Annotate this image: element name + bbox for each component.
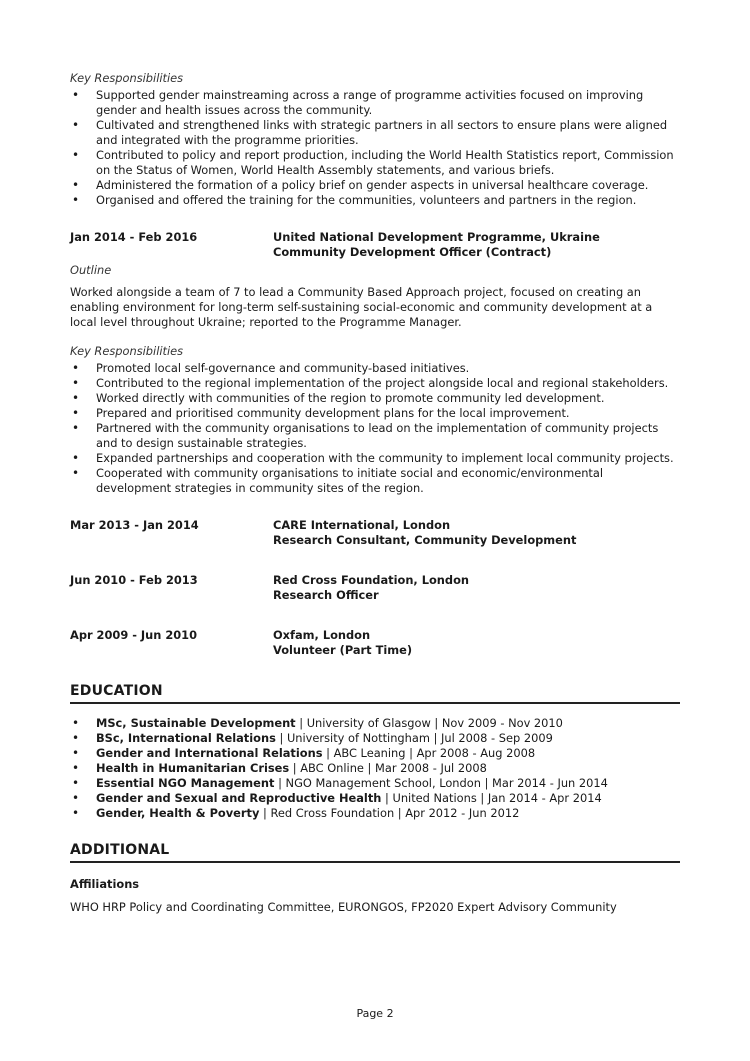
- list-item: • Partnered with the community organisations to lead on the implementation of community projects and to design sustainable strategies.: [70, 421, 680, 451]
- job-organisation: United National Development Programme, Ukraine: [273, 230, 600, 244]
- job-organisation: Oxfam, London: [273, 628, 371, 642]
- list-item: • Cultivated and strengthened links with strategic partners in all sectors to ensure plans were aligned and integrated with the programme priorities.: [70, 118, 680, 148]
- education-details: | United Nations | Jan 2014 - Apr 2014: [381, 791, 602, 805]
- job-date: Apr 2009 - Jun 2010: [70, 628, 198, 642]
- key-responsibilities-label: Key Responsibilities: [70, 71, 184, 85]
- list-item: [70, 761, 680, 776]
- list-item: [70, 746, 680, 761]
- list-item: • Worked directly with communities of the region to promote community led development.: [70, 391, 680, 406]
- job-date: Jun 2010 - Feb 2013: [70, 573, 198, 587]
- list-item: • Expanded partnerships and cooperation with the community to implement local community projects.: [70, 451, 680, 466]
- job-date: Mar 2013 - Jan 2014: [70, 518, 199, 532]
- education-degree: Gender, Health & Poverty: [96, 806, 260, 820]
- list-item: [70, 776, 680, 791]
- job-entry: [70, 628, 680, 658]
- affiliations-text: WHO HRP Policy and Coordinating Committee, EURONGOS, FP2020 Expert Advisory Community: [70, 900, 617, 914]
- list-item: [70, 731, 680, 746]
- list-item: • Prepared and prioritised community development plans for the local improvement.: [70, 406, 680, 421]
- list-item: [70, 791, 680, 806]
- job-organisation: Red Cross Foundation, London: [273, 573, 470, 587]
- job-entry: [70, 230, 680, 260]
- key-responsibilities-label: Key Responsibilities: [70, 344, 184, 358]
- education-details: | NGO Management School, London | Mar 2014 - Jun 2014: [274, 776, 608, 790]
- list-item: • Supported gender mainstreaming across a range of programme activities focused on improving gender and health issues across the community.: [70, 88, 680, 118]
- list-item: [70, 716, 680, 731]
- list-item: • Contributed to policy and report production, including the World Health Statistics report, Commission on the Status of Women, World Health Assembly statements, and various briefs.: [70, 148, 680, 178]
- list-item: • Contributed to the regional implementation of the project alongside local and regional stakeholders.: [70, 376, 680, 391]
- job-title: Volunteer (Part Time): [273, 643, 413, 657]
- list-item: • Cooperated with community organisations to initiate social and economic/environmental development strategies in community sites of the region.: [70, 466, 680, 496]
- education-degree: Health in Humanitarian Crises: [96, 761, 290, 775]
- additional-heading: ADDITIONAL: [70, 841, 680, 863]
- responsibilities-list: [70, 88, 680, 208]
- job-entry: [70, 518, 680, 548]
- list-item: • Organised and offered the training for the communities, volunteers and partners in the region.: [70, 193, 680, 208]
- education-details: | Red Cross Foundation | Apr 2012 - Jun 2012: [259, 806, 520, 820]
- education-details: | ABC Online | Mar 2008 - Jul 2008: [289, 761, 487, 775]
- outline-text: Worked alongside a team of 7 to lead a Community Based Approach project, focused on creating an enabling environment for long-term self-sustaining social-economic and community development at a local level throughout Ukraine; reported to the Programme Manager.: [70, 285, 653, 329]
- job-title: Community Development Officer (Contract): [273, 245, 552, 259]
- education-degree: Gender and International Relations: [96, 746, 323, 760]
- job-title: Research Consultant, Community Development: [273, 533, 577, 547]
- job-organisation: CARE International, London: [273, 518, 451, 532]
- list-item: • Administered the formation of a policy brief on gender aspects in universal healthcare coverage.: [70, 178, 680, 193]
- education-details: | University of Nottingham | Jul 2008 - Sep 2009: [275, 731, 553, 745]
- education-degree: Essential NGO Management: [96, 776, 275, 790]
- education-details: | University of Glasgow | Nov 2009 - Nov 2010: [295, 716, 563, 730]
- education-degree: Gender and Sexual and Reproductive Health: [96, 791, 382, 805]
- education-degree: MSc, Sustainable Development: [96, 716, 296, 730]
- list-item: • Promoted local self-governance and community-based initiatives.: [70, 361, 680, 376]
- education-list: [70, 716, 680, 821]
- education-heading: EDUCATION: [70, 682, 680, 704]
- education-details: | ABC Leaning | Apr 2008 - Aug 2008: [322, 746, 536, 760]
- job-date: Jan 2014 - Feb 2016: [70, 230, 198, 244]
- affiliations-title: Affiliations: [70, 877, 140, 891]
- responsibilities-list: [70, 361, 680, 496]
- page-number: Page 2: [356, 1007, 394, 1020]
- job-title: Research Officer: [273, 588, 379, 602]
- education-degree: BSc, International Relations: [96, 731, 276, 745]
- job-entry: [70, 573, 680, 603]
- list-item: [70, 806, 680, 821]
- resume-page-content: [70, 71, 680, 915]
- outline-label: Outline: [70, 263, 112, 277]
